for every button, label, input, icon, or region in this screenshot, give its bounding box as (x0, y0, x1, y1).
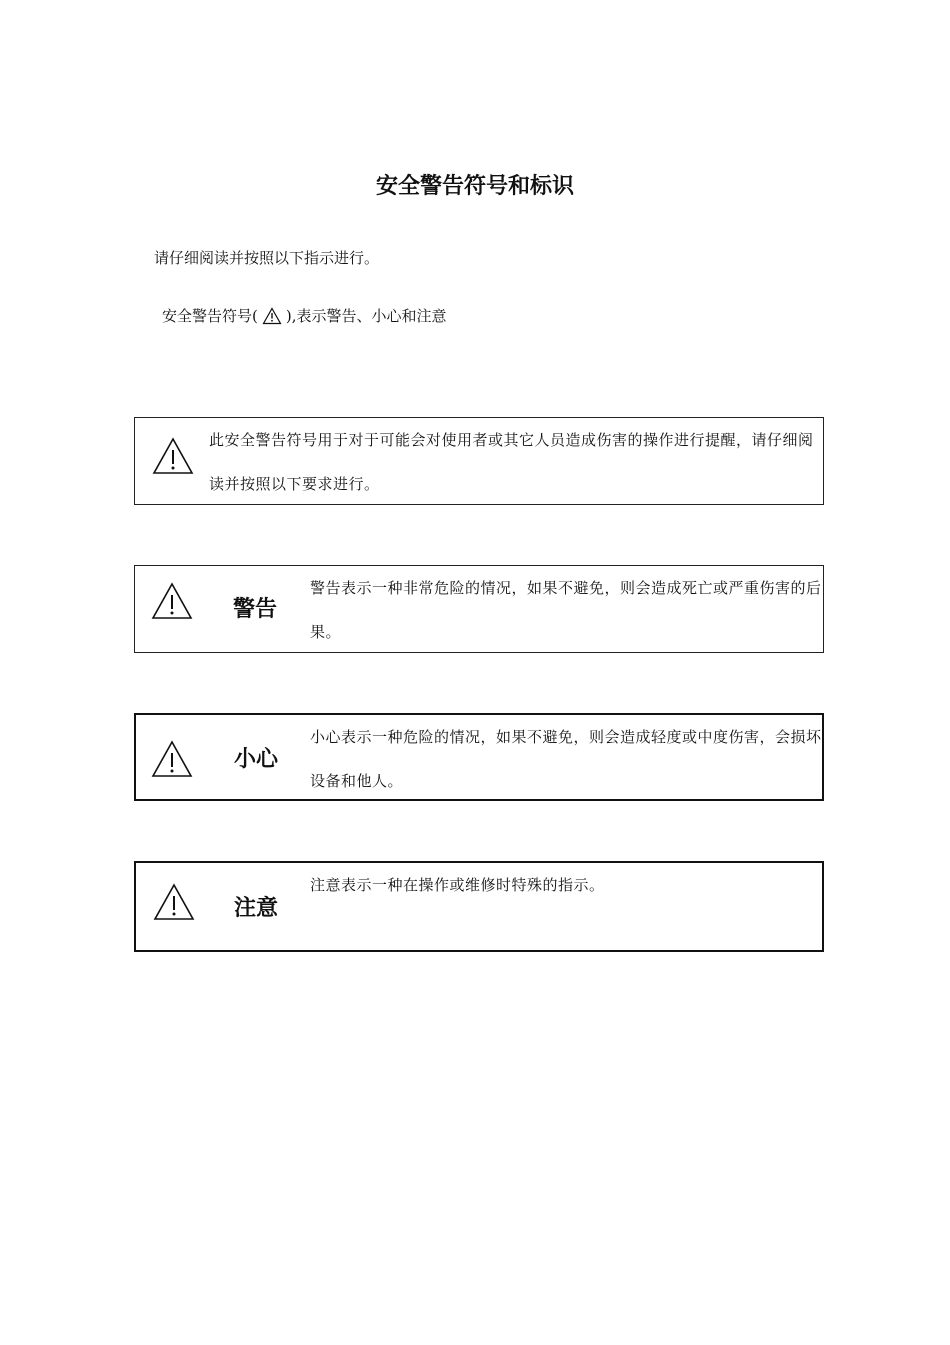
safety-intro-text: 此安全警告符号用于对于可能会对使用者或其它人员造成伤害的操作进行提醒，请仔细阅读并按照以下要求进行。 (209, 431, 814, 493)
warning-triangle-icon (151, 436, 195, 476)
warning-label: 警告 (233, 597, 278, 622)
caution-text: 小心表示一种危险的情况，如果不避免，则会造成轻度或中度伤害，会损坏设备和他人。 (310, 728, 822, 790)
notice-label: 注意 (234, 896, 279, 921)
warning-text: 警告表示一种非常危险的情况，如果不避免，则会造成死亡或严重伤害的后果。 (310, 579, 822, 641)
warning-triangle-icon (152, 882, 196, 922)
warning-triangle-icon (262, 307, 282, 325)
intro-text: 请仔细阅读并按照以下指示进行。 (154, 249, 380, 267)
warning-box (134, 565, 824, 653)
notice-text: 注意表示一种在操作或维修时特殊的指示。 (310, 876, 605, 894)
caution-box (134, 713, 824, 801)
warning-triangle-icon (150, 739, 194, 779)
caution-label: 小心 (234, 747, 279, 772)
notice-box (134, 861, 824, 952)
symbol-description-prefix: 安全警告符号( (162, 307, 258, 325)
safety-intro-box (134, 417, 824, 505)
warning-triangle-icon (150, 581, 194, 621)
page-title: 安全警告符号和标识 (375, 174, 574, 199)
symbol-description-suffix: ),表示警告、小心和注意 (285, 307, 447, 325)
symbol-description (162, 304, 446, 328)
